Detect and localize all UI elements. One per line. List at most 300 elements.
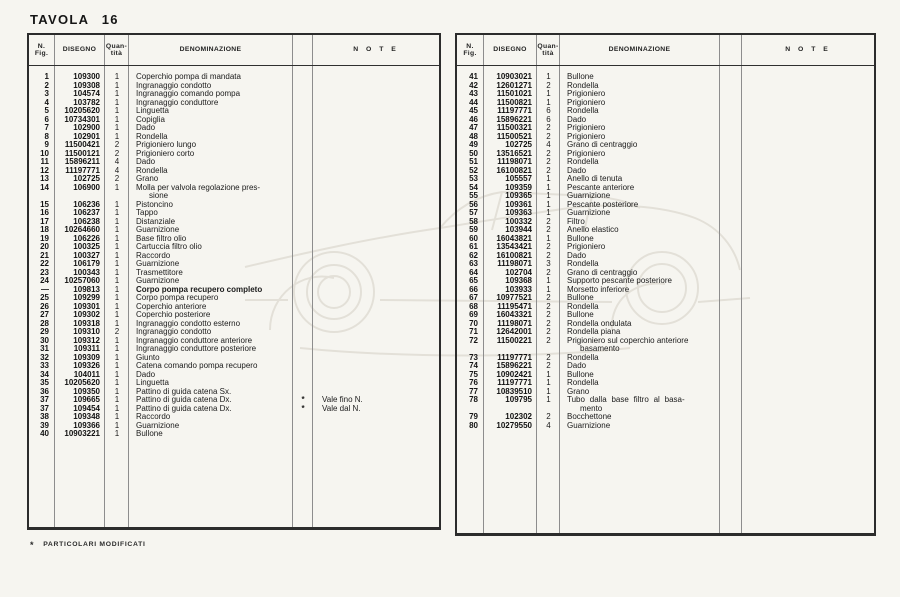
denomination-text: Dado: [567, 165, 587, 175]
quantity-cell: 2: [546, 352, 551, 362]
fig-number-cell: 29: [40, 327, 49, 336]
note-cell: [313, 209, 439, 218]
fig-number-cell: 54: [469, 182, 478, 192]
denomination-text: Raccordo: [136, 250, 171, 260]
note-marker-cell: [720, 337, 742, 354]
quantity-cell: 4: [114, 165, 120, 175]
note-marker-cell: [293, 99, 313, 108]
note-cell: [313, 124, 439, 133]
note-marker-cell: [293, 311, 313, 320]
fig-number-cell: 30: [40, 335, 49, 345]
note-cell: [742, 141, 874, 150]
denomination-text: Prigioniero: [567, 242, 606, 251]
note-marker-cell: [293, 124, 313, 133]
note-cell: [313, 116, 439, 125]
denomination-continuation: mento: [580, 403, 603, 413]
part-number-cell: 109365: [505, 191, 532, 200]
denomination-text: Guarnizione: [136, 276, 180, 285]
denomination-text: Ingranaggio conduttore anteriore: [136, 335, 253, 345]
part-number-cell: 109309: [73, 352, 100, 362]
quantity-cell: 1: [114, 216, 120, 226]
header-quantita-line1: Quan-: [105, 42, 128, 50]
denomination-text: Guarnizione: [567, 191, 611, 200]
note-cell: [742, 107, 874, 116]
denomination-text: Prigioniero lungo: [136, 140, 197, 149]
quantity-cell: 4: [114, 157, 120, 166]
note-marker-cell: *: [301, 395, 305, 404]
part-number-cell: 10205620: [64, 106, 100, 115]
quantity-cell: 1: [114, 293, 120, 302]
quantity-cell: 2: [546, 131, 551, 141]
quantity-cell: 2: [546, 157, 551, 166]
denomination-text: Anello di tenuta: [567, 174, 623, 183]
fig-number-cell: 40: [40, 429, 49, 438]
quantity-cell: 1: [546, 395, 551, 404]
fig-number-cell: 67: [469, 293, 478, 302]
fig-number-cell: 10: [40, 148, 49, 158]
denomination-text: Rondella: [567, 352, 599, 362]
note-marker-cell: [720, 294, 742, 303]
fig-number-cell: 80: [469, 420, 478, 430]
note-cell: [313, 303, 439, 312]
quantity-cell: 1: [546, 386, 551, 396]
note-cell: [313, 269, 439, 278]
quantity-cell: 1: [114, 276, 120, 285]
part-number-cell: 11198071: [497, 157, 532, 166]
note-marker-cell: [293, 158, 313, 167]
fig-number-cell: 51: [469, 157, 478, 166]
fig-number-cell: 66: [469, 284, 478, 294]
fig-number-cell: 57: [469, 208, 478, 217]
note-marker-cell: [293, 422, 313, 431]
quantity-cell: 2: [114, 140, 120, 149]
quantity-cell: 1: [546, 199, 551, 209]
denomination-text: Prigioniero corto: [136, 148, 195, 158]
fig-number-cell: 41: [469, 72, 478, 81]
fig-number-cell: 49: [469, 140, 478, 149]
note-marker-cell: [720, 158, 742, 167]
note-marker-cell: [293, 167, 313, 176]
header-disegno: [55, 35, 105, 65]
part-number-cell: 11198071: [497, 259, 532, 268]
denomination-text: Grano di centraggio: [567, 140, 638, 149]
note-marker-cell: [293, 209, 313, 218]
note-marker-cell: [293, 303, 313, 312]
part-number-cell: 109302: [73, 310, 100, 319]
note-cell: [313, 422, 439, 431]
denomination-text: Trasmettitore: [136, 267, 183, 277]
part-number-cell: 15896211: [64, 157, 100, 166]
part-number-cell: 100343: [73, 267, 100, 277]
part-number-cell: 11500221: [496, 335, 532, 345]
note-cell: [313, 150, 439, 159]
quantity-cell: 2: [546, 165, 551, 175]
quantity-cell: 2: [546, 216, 551, 226]
part-number-cell: 109312: [73, 335, 100, 345]
quantity-cell: 3: [546, 259, 551, 268]
note-marker-cell: [293, 218, 313, 227]
quantity-cell: 4: [546, 420, 551, 430]
note-marker-cell: [720, 209, 742, 218]
note-cell: [742, 362, 874, 371]
note-marker-cell: [720, 184, 742, 193]
part-number-cell: 11198071: [497, 318, 532, 328]
denomination-text: Guarnizione: [136, 259, 180, 268]
header-denominazione: [129, 35, 293, 65]
note-marker-cell: [720, 133, 742, 142]
note-marker-cell: [720, 320, 742, 329]
header-note-marker: [720, 35, 742, 65]
header-denominazione: [560, 35, 720, 65]
denomination-text: Bullone: [136, 429, 163, 438]
fig-number-cell: 31: [40, 344, 49, 353]
part-number-cell: 11500421: [64, 140, 100, 149]
denomination-text: Rondella: [567, 80, 599, 90]
note-marker-cell: [293, 269, 313, 278]
note-cell: [742, 303, 874, 312]
fig-number-cell: 43: [469, 89, 478, 98]
fig-number-cell: 37: [40, 403, 49, 413]
quantity-cell: 1: [114, 344, 120, 353]
note-marker-cell: [720, 422, 742, 431]
quantity-cell: 6: [546, 106, 551, 115]
quantity-cell: 1: [546, 72, 551, 81]
denomination-cell: [129, 430, 293, 439]
note-cell: [742, 116, 874, 125]
note-marker-cell: [293, 430, 313, 439]
note-marker-cell: [720, 311, 742, 320]
fig-number-cell: 45: [469, 106, 478, 115]
note-cell: [742, 260, 874, 269]
table-row: [457, 396, 874, 413]
quantity-cell: 1: [114, 233, 120, 243]
table-header: [29, 35, 439, 66]
fig-number-cell: 74: [469, 361, 478, 370]
denomination-text: Giunto: [136, 352, 160, 362]
quantity-cell: 1: [114, 182, 120, 192]
note-marker-cell: [293, 362, 313, 371]
note-cell: [313, 413, 439, 422]
fig-number-cell: 68: [469, 301, 478, 311]
part-number-cell: 109326: [73, 361, 100, 370]
part-number-cell: 10264660: [64, 225, 100, 234]
note-cell: [313, 235, 439, 244]
fig-number-cell: 15: [40, 199, 49, 209]
quantity-cell: 1: [546, 284, 551, 294]
note-cell: [313, 354, 439, 363]
denomination-text: Corpo pompa recupero completo: [136, 284, 263, 294]
quantity-cell: 2: [546, 335, 551, 345]
fig-number-cell: 25: [40, 293, 49, 302]
note-cell: [742, 124, 874, 133]
note-cell: [742, 294, 874, 303]
part-number-cell: 11197771: [497, 378, 532, 387]
fig-number-cell: 27: [40, 310, 49, 319]
part-number-cell: 11197771: [65, 165, 100, 175]
note-cell: [742, 99, 874, 108]
denomination-text: Catena comando pompa recupero: [136, 361, 258, 370]
part-number-cell: 109361: [505, 199, 532, 209]
fig-number-cell: 63: [469, 259, 478, 268]
quantity-cell: 2: [546, 318, 551, 328]
denomination-text: Rondella: [136, 165, 168, 175]
part-number-cell: 15896221: [496, 114, 532, 124]
note-marker-cell: [293, 371, 313, 380]
note-cell: [313, 252, 439, 261]
denomination-text: Prigioniero: [567, 123, 606, 132]
note-marker-cell: [720, 286, 742, 295]
quantity-cell: 1: [114, 123, 120, 132]
fig-number-cell: 38: [40, 412, 49, 421]
note-cell: [313, 201, 439, 210]
denomination-text: Coperchio posteriore: [136, 310, 211, 319]
note-marker-cell: [293, 277, 313, 286]
quantity-cell: 1: [114, 267, 120, 277]
part-number-cell: 104574: [73, 89, 100, 98]
fig-number-cell: 42: [469, 80, 478, 90]
header-note: [742, 35, 874, 65]
quantity-cell: 1: [546, 89, 551, 98]
note-marker-cell: [720, 150, 742, 159]
note-cell: [742, 150, 874, 159]
denomination-text: Grano: [136, 174, 159, 183]
denomination-text: Bocchettone: [567, 412, 612, 421]
part-number-cell: 10903221: [64, 429, 100, 438]
denomination-text: Supporto pescante posteriore: [567, 276, 672, 285]
denomination-text: Molla per valvola regolazione pres-: [136, 182, 261, 192]
note-marker-cell: [720, 379, 742, 388]
part-number-cell: 106179: [73, 259, 100, 268]
quantity-cell: 1: [114, 395, 120, 404]
quantity-cell: 2: [546, 412, 551, 421]
quantity-cell: 2: [114, 174, 120, 183]
note-cell: [742, 252, 874, 261]
note-marker-cell: [293, 141, 313, 150]
note-marker-cell: [720, 226, 742, 235]
part-number-cell: 11500821: [496, 97, 532, 107]
denomination-text: Dado: [567, 114, 587, 124]
denomination-text: Tubo dalla base filtro al basa-: [567, 395, 685, 404]
denomination-text: Guarnizione: [567, 420, 611, 430]
part-number-cell: 109350: [73, 386, 100, 396]
denomination-text: Pescante posteriore: [567, 199, 639, 209]
part-number-cell: 109300: [73, 72, 100, 81]
quantity-cell: 1: [546, 276, 551, 285]
denomination-text: Pattino di guida catena Sx.: [136, 386, 232, 396]
note-marker-cell: [293, 320, 313, 329]
part-number-cell: 106226: [73, 233, 100, 243]
modified-parts-legend-text: PARTICOLARI MODIFICATI: [43, 541, 146, 548]
fig-number-cell: 44: [469, 97, 478, 107]
note-cell: [313, 158, 439, 167]
quantity-cell: 1: [114, 225, 120, 234]
header-disegno-label: DISEGNO: [493, 46, 527, 54]
note-marker-cell: [720, 124, 742, 133]
denomination-text: Rondella: [567, 378, 599, 387]
denomination-text: Pattino di guida catena Dx.: [136, 403, 232, 413]
quantity-cell: 1: [114, 429, 120, 438]
fig-number-cell: 24: [40, 276, 49, 285]
note-marker-cell: [293, 90, 313, 99]
note-marker-cell: [293, 354, 313, 363]
denomination-text: Bullone: [567, 293, 594, 302]
quantity-cell: 6: [546, 114, 551, 124]
denomination-text: Filtro: [567, 216, 585, 226]
fig-number-cell: 16: [40, 208, 49, 217]
note-marker-cell: [720, 388, 742, 397]
note-marker-cell: [720, 116, 742, 125]
quantity-cell: 1: [546, 97, 551, 107]
denomination-text: Rondella: [567, 106, 599, 115]
note-marker-cell: [720, 192, 742, 201]
denomination-text: Guarnizione: [136, 420, 180, 430]
part-number-cell: 109359: [505, 182, 532, 192]
quantity-cell: 1: [114, 80, 120, 90]
part-number-cell: 103944: [505, 225, 532, 234]
note-cell: [313, 90, 439, 99]
note-cell: [742, 209, 874, 218]
note-cell: [313, 218, 439, 227]
quantity-cell: 2: [546, 267, 551, 277]
quantity-cell: 2: [546, 361, 551, 370]
fig-number-cell: —: [41, 284, 49, 294]
quantity-cell: 1: [114, 301, 120, 311]
quantity-cell: 1: [114, 412, 120, 421]
note-marker-cell: [293, 328, 313, 337]
part-number-cell: 10279550: [496, 420, 532, 430]
quantity-cell: 1: [114, 114, 120, 124]
part-number-cell: 103782: [73, 97, 100, 107]
part-number-cell: 10734301: [64, 114, 100, 124]
note-marker-cell: [293, 235, 313, 244]
note-marker-cell: [293, 201, 313, 210]
quantity-cell: 1: [114, 378, 120, 387]
denomination-text: Corpo pompa recupero: [136, 293, 219, 302]
fig-number-cell: 6: [44, 114, 49, 124]
quantity-cell: 1: [546, 208, 551, 217]
quantity-cell: 1: [114, 369, 120, 379]
note-cell: [742, 286, 874, 295]
quantity-cell: 1: [114, 352, 120, 362]
note-cell: [742, 158, 874, 167]
header-fig: [29, 35, 55, 65]
quantity-cell: 2: [546, 148, 551, 158]
table-row: [29, 430, 439, 439]
fig-number-cell: 14: [40, 182, 49, 192]
denomination-text: Prigioniero: [567, 97, 606, 107]
note-cell: [742, 226, 874, 235]
part-number-cell: 104011: [73, 369, 100, 379]
note-cell: [313, 175, 439, 184]
denomination-text: Bullone: [567, 72, 594, 81]
quantity-cell: 1: [114, 284, 120, 294]
denomination-text: Prigioniero: [567, 89, 606, 98]
note-marker-cell: [293, 413, 313, 422]
denomination-text: Base filtro olio: [136, 233, 187, 243]
part-number-cell: 16100821: [496, 165, 532, 175]
note-marker-cell: [720, 218, 742, 227]
fig-number-cell: 75: [469, 369, 478, 379]
denomination-text: Dado: [136, 123, 156, 132]
fig-number-cell: 76: [469, 378, 478, 387]
denomination-text: Dado: [567, 250, 587, 260]
fig-number-cell: 62: [469, 250, 478, 260]
note-cell: [742, 73, 874, 82]
denomination-text: Prigioniero: [567, 131, 606, 141]
note-cell: [742, 311, 874, 320]
fig-number-cell: 64: [469, 267, 478, 277]
note-cell: [313, 379, 439, 388]
note-cell: Vale dal N.: [322, 403, 361, 413]
denomination-text: Linguetta: [136, 378, 169, 387]
fig-number-cell: 7: [44, 123, 49, 132]
note-cell: [742, 192, 874, 201]
denomination-text: Coperchio pompa di mandata: [136, 72, 241, 81]
header-denominazione-label: DENOMINAZIONE: [179, 46, 242, 54]
header-quantita-line1: Quan-: [537, 42, 559, 50]
quantity-cell: 1: [114, 89, 120, 98]
denomination-text: Rondella: [136, 131, 168, 141]
note-marker-cell: [720, 260, 742, 269]
note-marker-cell: [293, 184, 313, 201]
note-marker-cell: [720, 277, 742, 286]
part-number-cell: 106236: [73, 199, 100, 209]
denomination-text: Distanziale: [136, 216, 176, 226]
denomination-text: Ingranaggio conduttore: [136, 97, 219, 107]
denomination-text: Raccordo: [136, 412, 171, 421]
fig-number-cell: 65: [469, 276, 478, 285]
part-number-cell: 102725: [73, 174, 100, 183]
note-cell: [742, 269, 874, 278]
part-number-cell: 106238: [73, 216, 100, 226]
part-number-cell: 109318: [73, 318, 100, 328]
note-cell: [313, 260, 439, 269]
denomination-text: Morsetto inferiore: [567, 284, 630, 294]
part-number-cell: 102901: [73, 131, 100, 141]
note-cell: [313, 141, 439, 150]
quantity-cell: 1: [114, 106, 120, 115]
denomination-text: Pescante anteriore: [567, 182, 635, 192]
quantity-cell: 1: [546, 233, 551, 243]
note-marker-cell: [720, 243, 742, 252]
part-number-cell: 106900: [73, 182, 100, 192]
note-cell: [313, 337, 439, 346]
fig-number-cell: 78: [469, 395, 478, 404]
note-marker-cell: [293, 252, 313, 261]
quantity-cell: 2: [114, 148, 120, 158]
quantity-cell: 2: [546, 80, 551, 90]
note-marker-cell: [720, 99, 742, 108]
quantity-cell: 2: [546, 225, 551, 234]
fig-number-cell: 21: [40, 250, 49, 260]
note-marker-cell: [293, 294, 313, 303]
note-marker-cell: [720, 362, 742, 371]
fig-number-cell: 20: [40, 242, 49, 251]
note-marker-cell: [720, 175, 742, 184]
part-number-cell: 16043821: [496, 233, 532, 243]
header-note-label: N O T E: [353, 46, 399, 54]
quantity-cell: 1: [114, 420, 120, 430]
note-marker-cell: [293, 337, 313, 346]
quantity-cell: 2: [546, 310, 551, 319]
quantity-cell: 4: [546, 140, 551, 149]
quantity-cell: 1: [546, 378, 551, 387]
note-cell: [313, 107, 439, 116]
part-number-cell: 103933: [505, 284, 532, 294]
fig-number-cell: 53: [469, 174, 478, 183]
note-cell: [742, 354, 874, 363]
part-number-cell: 109813: [73, 284, 100, 294]
